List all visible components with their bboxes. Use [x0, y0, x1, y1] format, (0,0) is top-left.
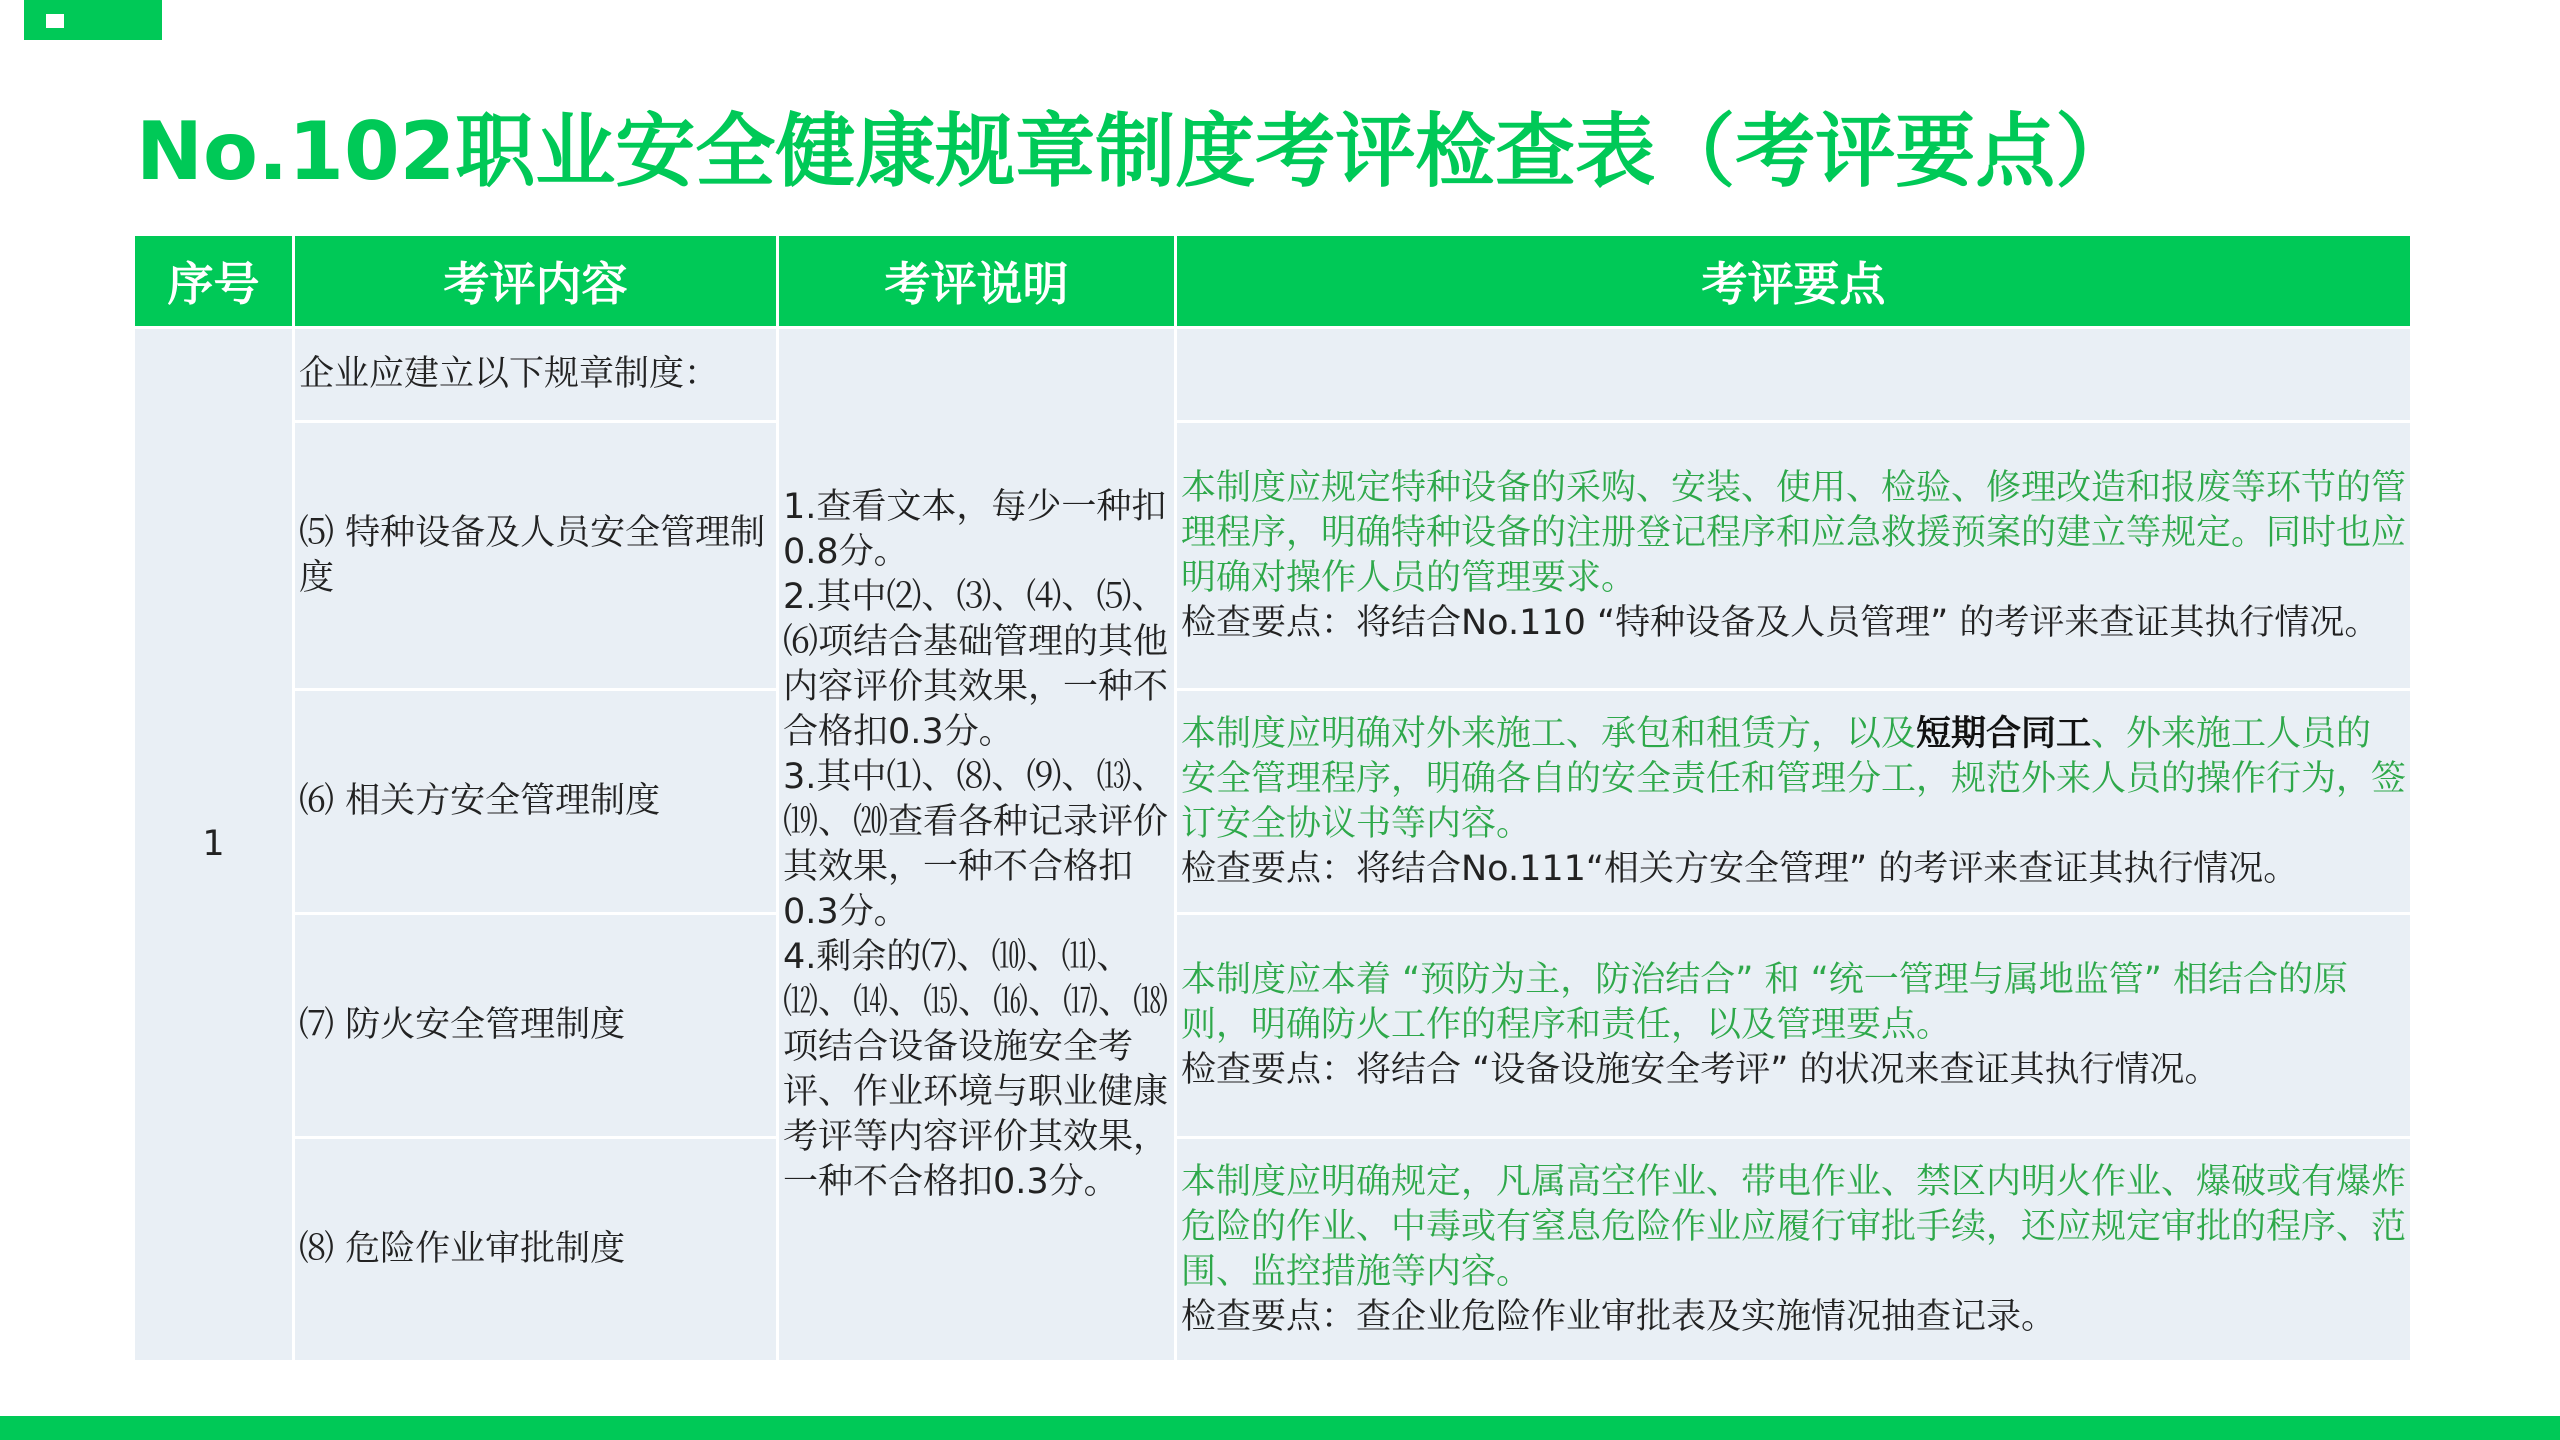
table-row	[134, 690, 2412, 914]
point-text-highlight: 短期合同工	[1916, 713, 2092, 754]
content-text: ⑸ 特种设备及人员安全管理制度	[299, 512, 766, 598]
content-text: ⑹ 相关方安全管理制度	[299, 781, 661, 821]
square-icon	[46, 14, 64, 28]
check-text: 检查要点：查企业危险作业审批表及实施情况抽查记录。	[1181, 1296, 2057, 1337]
content-text: ⑺ 防火安全管理制度	[299, 1005, 626, 1045]
description-line: 4.剩余的⑺、⑽、⑾、⑿、⒁、⒂、⒃、⒄、⒅项结合设备设施安全考评、作业环境与职业健康考评等内容评价其效果，一种不合格扣0.3分。	[783, 936, 1169, 1202]
header-number: 序号	[134, 236, 294, 328]
intro-cell	[294, 328, 778, 422]
point-cell	[1176, 1138, 2412, 1362]
description-line: 3.其中⑴、⑻、⑼、⒀、⒆、⒇查看各种记录评价其效果，一种不合格扣0.3分。	[783, 756, 1169, 932]
point-cell	[1176, 690, 2412, 914]
table-row	[134, 422, 2412, 690]
row-number-cell	[134, 328, 294, 1362]
table-row	[134, 914, 2412, 1138]
description-line: 1.查看文本，每少一种扣0.8分。	[783, 486, 1167, 572]
empty-point-cell	[1176, 328, 2412, 422]
checklist-table	[132, 236, 2413, 1363]
check-text: 检查要点：将结合No.111“相关方安全管理” 的考评来查证其执行情况。	[1181, 848, 2299, 889]
content-cell	[294, 690, 778, 914]
content-text: ⑻ 危险作业审批制度	[299, 1229, 626, 1269]
header-content: 考评内容	[294, 236, 778, 328]
point-cell	[1176, 422, 2412, 690]
header-key-points: 考评要点	[1176, 236, 2412, 328]
content-cell	[294, 422, 778, 690]
point-text-end: 、外来施工人员的安全管理程序，明确各自的安全责任和管理分工，规范外来人员的操作行为，签订安全协议书等内容。	[1181, 713, 2407, 844]
point-text: 本制度应规定特种设备的采购、安装、使用、检验、修理改造和报废等环节的管理程序，明确特种设备的注册登记程序和应急救援预案的建立等规定。同时也应明确对操作人员的管理要求。	[1181, 467, 2407, 598]
point-text	[1181, 712, 2406, 847]
point-text: 本制度应本着 “预防为主，防治结合” 和 “统一管理与属地监管” 相结合的原则，明确防火工作的程序和责任，以及管理要点。	[1181, 960, 2349, 1045]
table-row	[134, 1138, 2412, 1362]
check-text: 检查要点：将结合No.110 “特种设备及人员管理” 的考评来查证其执行情况。	[1181, 602, 2380, 643]
content-cell	[294, 914, 778, 1138]
bottom-bar	[0, 1416, 2560, 1440]
point-text-start: 本制度应明确对外来施工、承包和租赁方，以及	[1181, 713, 1917, 754]
table-row	[134, 328, 2412, 422]
page-title: No.102职业安全健康规章制度考评检查表（考评要点）	[136, 105, 2136, 198]
point-cell	[1176, 914, 2412, 1138]
description-cell	[778, 328, 1176, 1362]
table-header-row	[134, 236, 2412, 328]
point-text: 本制度应明确规定，凡属高空作业、带电作业、禁区内明火作业、爆破或有爆炸危险的作业、中毒或有窒息危险作业应履行审批手续，还应规定审批的程序、范围、监控措施等内容。	[1181, 1161, 2407, 1292]
check-text: 检查要点：将结合 “设备设施安全考评” 的状况来查证其执行情况。	[1181, 1050, 2220, 1090]
header-description: 考评说明	[778, 236, 1176, 328]
corner-tag	[24, 0, 162, 40]
row-number: 1	[202, 824, 225, 864]
intro-text: 企业应建立以下规章制度：	[299, 354, 720, 394]
content-cell	[294, 1138, 778, 1362]
description-line: 2.其中⑵、⑶、⑷、⑸、⑹项结合基础管理的其他内容评价其效果，一种不合格扣0.3分。	[783, 576, 1169, 752]
